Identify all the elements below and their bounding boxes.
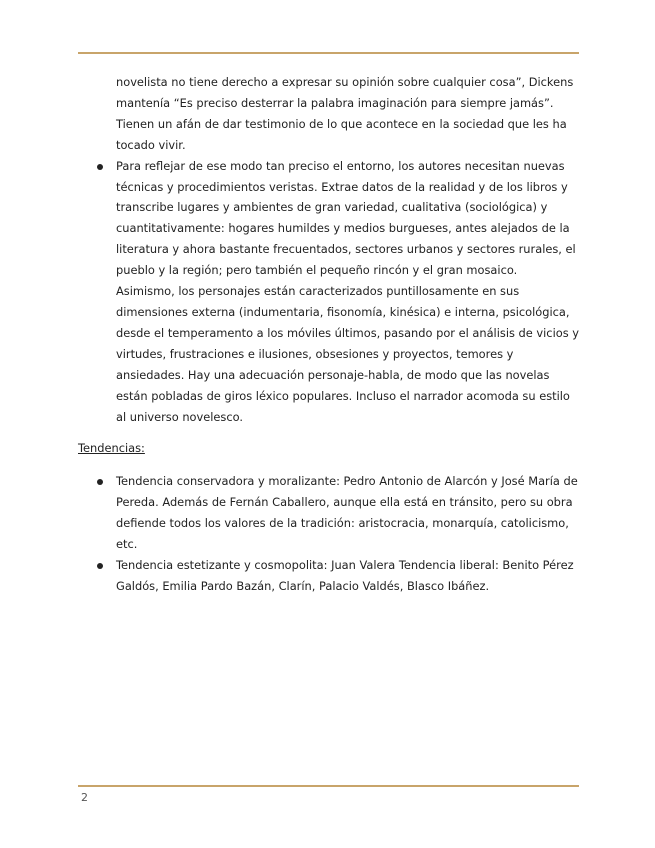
header-rule [78,52,579,54]
bullet-icon [97,164,103,170]
list-item [78,471,579,555]
list-item-text: Tendencia estetizante y cosmopolita: Juan Valera Tendencia liberal: Benito Pérez Galdós, Emilia Pardo Bazán, Clarín, Palacio Valdés, Blasco Ibáñez. [116,557,574,593]
list-item [78,156,579,428]
bullet-icon [97,479,103,485]
list-item [78,555,579,597]
footer-rule [78,785,579,787]
section-heading: Tendencias: [78,441,145,456]
main-bullet-list [78,156,579,428]
continuation-paragraph: novelista no tiene derecho a expresar su opinión sobre cualquier cosa”, Dickens mantenía “Es preciso desterrar la palabra imaginación para siempre jamás”. Tienen un afán de dar testimonio de lo que acontece en la sociedad que les ha tocado vivir. [116,75,574,152]
tendencias-list [78,471,579,596]
page-content [78,72,579,597]
list-item-text: Tendencia conservadora y moralizante: Pedro Antonio de Alarcón y José María de Pereda. Además de Fernán Caballero, aunque ella está en tránsito, pero su obra defiende todos los valores de la tradición: aristocracia, monarquía, catolicismo, etc. [116,474,578,552]
page-number: 2 [81,791,88,804]
bullet-icon [97,563,103,569]
list-item-text: Para reflejar de ese modo tan preciso el entorno, los autores necesitan nuevas técnicas y procedimientos veristas. Extrae datos de la realidad y de los libros y transcribe lugares y ambientes de gran variedad, cualitativa (sociológica) y cuantitativamente: hogares humildes y medios burgueses, antes alejados de la literatura y ahora bastante frecuentados, sectores urbanos y sectores rurales, el pueblo y la región; pero también el pequeño rincón y el gran mosaico. Asimismo, los personajes están caracterizados puntillosamente en sus dimensiones externa (indumentaria, fisonomía, kinésica) e interna, psicológica, desde el temperamento a los móviles últimos, pasando por el análisis de vicios y virtudes, frustraciones e ilusiones, obsesiones y proyectos, temores y ansiedades. Hay una adecuación personaje-habla, de modo que las novelas están pobladas de giros léxico populares. Incluso el narrador acomoda su estilo al universo novelesco. [116,158,580,424]
